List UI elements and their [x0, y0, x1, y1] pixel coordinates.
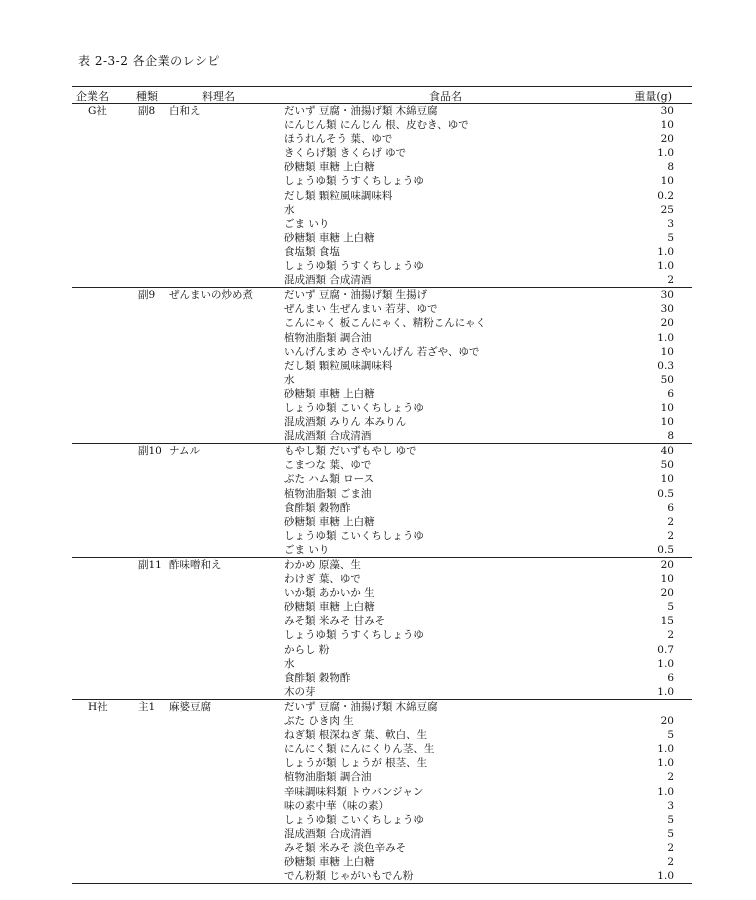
food-weight: 20: [660, 715, 674, 728]
food-weight: 1.0: [657, 757, 674, 770]
food-name: しょうゆ類 こいくちしょうゆ: [284, 813, 424, 826]
food-name: 水: [284, 657, 295, 670]
food-name: みそ類 米みそ 淡色辛みそ: [284, 841, 407, 854]
table-row: [72, 614, 692, 628]
food-weight: 2: [667, 855, 674, 868]
table-row: [72, 458, 692, 472]
table-row: [72, 785, 692, 799]
food-name: 混成酒類 みりん 本みりん: [284, 416, 407, 429]
food-weight: 1.0: [657, 331, 674, 344]
food-name: 植物油脂類 調合油: [284, 331, 372, 344]
food-name: しょうゆ類 うすくちしょうゆ: [284, 175, 424, 188]
food-name: ねぎ類 根深ねぎ 葉、軟白、生: [284, 729, 428, 742]
food-name: わかめ 原藻、生: [284, 559, 361, 571]
table-row: [72, 259, 692, 273]
table-row: [72, 387, 692, 401]
dish-kind: 主1: [138, 700, 156, 713]
food-weight: 8: [667, 161, 674, 174]
food-weight: 0.7: [657, 643, 674, 656]
header-dish: 料理名: [202, 90, 235, 103]
food-name: 食酢類 穀物酢: [284, 671, 351, 684]
food-weight: 30: [660, 289, 674, 302]
table-row: [72, 273, 692, 287]
table-row: [72, 742, 692, 756]
food-weight: 6: [667, 671, 674, 684]
food-weight: 20: [660, 587, 674, 600]
table-row: [72, 501, 692, 515]
food-name: 砂糖類 車糖 上白糖: [284, 387, 375, 400]
food-weight: 3: [667, 217, 674, 230]
food-weight: 30: [660, 303, 674, 316]
food-name: ほうれんそう 葉、ゆで: [284, 133, 393, 146]
table-row: [72, 813, 692, 827]
food-name: だいず 豆腐・油揚げ類 木綿豆腐: [284, 700, 438, 713]
dish-kind: 副9: [138, 289, 156, 302]
table-row: [72, 217, 692, 231]
food-name: しょうゆ類 こいくちしょうゆ: [284, 401, 424, 414]
food-weight: 6: [667, 387, 674, 400]
recipe-group: [72, 699, 692, 883]
header-company: 企業名: [76, 90, 109, 103]
food-name: だいず 豆腐・油揚げ類 木綿豆腐: [284, 105, 438, 117]
table-row: [72, 799, 692, 813]
food-name: 砂糖類 車糖 上白糖: [284, 231, 375, 244]
dish-name: ぜんまいの炒め煮: [169, 289, 253, 302]
food-weight: 1.0: [657, 245, 674, 258]
table-row: [72, 558, 692, 572]
table-row: [72, 628, 692, 642]
food-weight: 50: [660, 373, 674, 386]
food-weight: 8: [667, 430, 674, 443]
food-name: こまつな 葉、ゆで: [284, 459, 372, 472]
table-row: [72, 203, 692, 217]
food-weight: 1.0: [657, 260, 674, 273]
food-name: からし 粉: [284, 643, 330, 656]
food-weight: 40: [660, 445, 674, 458]
table-row: [72, 118, 692, 132]
table-row: [72, 359, 692, 373]
food-name: きくらげ類 きくらげ ゆで: [284, 147, 407, 160]
table-row: [72, 245, 692, 259]
food-weight: 5: [667, 231, 674, 244]
food-name: ごま いり: [284, 217, 330, 230]
table-row: [72, 529, 692, 543]
table-row: [72, 345, 692, 359]
table-row: [72, 132, 692, 146]
food-name: 植物油脂類 調合油: [284, 771, 372, 784]
dish-kind: 副11: [138, 559, 162, 571]
table-row: [72, 288, 692, 302]
header-kind: 種類: [136, 90, 158, 103]
food-weight: 10: [660, 119, 674, 132]
recipe-group: [72, 443, 692, 557]
food-weight: 1.0: [657, 743, 674, 756]
dish-kind: 副10: [138, 445, 162, 458]
food-weight: 10: [660, 573, 674, 586]
table-row: [72, 770, 692, 784]
food-weight: 5: [667, 827, 674, 840]
table-row: [72, 714, 692, 728]
food-weight: 2: [667, 515, 674, 528]
table-row: [72, 160, 692, 174]
food-weight: 20: [660, 133, 674, 146]
table-row: [72, 685, 692, 699]
table-header: [72, 87, 692, 104]
food-weight: 10: [660, 416, 674, 429]
food-weight: 25: [660, 203, 674, 216]
food-name: ぶた ハム類 ロース: [284, 473, 375, 486]
food-name: 木の芽: [284, 685, 316, 698]
food-weight: 10: [660, 345, 674, 358]
recipe-groups: [72, 104, 692, 883]
table-row: [72, 487, 692, 501]
food-weight: 1.0: [657, 685, 674, 698]
food-name: しょうゆ類 うすくちしょうゆ: [284, 260, 424, 273]
header-weight: 重量(g): [634, 90, 672, 103]
food-name: 辛味調味料類 トウバンジャン: [284, 785, 424, 798]
table-row: [72, 728, 692, 742]
dish-name: 酢味噌和え: [169, 559, 222, 571]
food-name: 混成酒類 合成清酒: [284, 827, 372, 840]
table-row: [72, 586, 692, 600]
table-row: [72, 444, 692, 458]
recipe-table: [72, 86, 692, 884]
table-row: [72, 572, 692, 586]
recipe-group: [72, 557, 692, 699]
table-row: [72, 671, 692, 685]
food-weight: 0.2: [657, 189, 674, 202]
food-name: わけぎ 葉、ゆで: [284, 573, 361, 586]
dish-name: 白和え: [169, 105, 201, 117]
food-weight: 2: [667, 629, 674, 642]
food-weight: 2: [667, 771, 674, 784]
food-name: だいず 豆腐・油揚げ類 生揚げ: [284, 289, 428, 302]
table-row: [72, 657, 692, 671]
table-row: [72, 600, 692, 614]
food-weight: 1.0: [657, 870, 674, 883]
table-row: [72, 643, 692, 657]
food-weight: 5: [667, 813, 674, 826]
food-weight: 0.5: [657, 487, 674, 500]
food-name: みそ類 米みそ 甘みそ: [284, 615, 386, 628]
food-weight: 2: [667, 274, 674, 287]
table-row: [72, 231, 692, 245]
food-name: だし類 顆粒風味調味料: [284, 359, 393, 372]
table-caption: 表 2-3-2 各企業のレシピ: [78, 54, 220, 68]
table-row: [72, 146, 692, 160]
food-name: 食酢類 穀物酢: [284, 501, 351, 514]
food-weight: 50: [660, 459, 674, 472]
company-name: H社: [88, 700, 108, 713]
food-weight: 1.0: [657, 657, 674, 670]
table-row: [72, 104, 692, 118]
header-food: 食品名: [429, 90, 462, 103]
table-row: [72, 401, 692, 415]
table-row: [72, 841, 692, 855]
table-row: [72, 174, 692, 188]
food-weight: 5: [667, 601, 674, 614]
food-name: 砂糖類 車糖 上白糖: [284, 601, 375, 614]
food-weight: 2: [667, 529, 674, 542]
table-row: [72, 855, 692, 869]
table-row: [72, 869, 692, 883]
food-name: しょうゆ類 こいくちしょうゆ: [284, 529, 424, 542]
food-name: 混成酒類 合成清酒: [284, 274, 372, 287]
food-weight: 1.0: [657, 147, 674, 160]
food-name: もやし類 だいずもやし ゆで: [284, 445, 417, 458]
company-name: G社: [88, 105, 107, 117]
food-weight: 0.5: [657, 543, 674, 556]
food-name: にんにく類 にんにくりん茎、生: [284, 743, 435, 756]
food-name: 水: [284, 203, 295, 216]
food-weight: 30: [660, 105, 674, 117]
food-weight: 10: [660, 473, 674, 486]
dish-kind: 副8: [138, 105, 156, 117]
food-name: にんじん類 にんじん 根、皮むき、ゆで: [284, 119, 469, 132]
table-row: [72, 827, 692, 841]
dish-name: ナムル: [169, 445, 200, 458]
food-weight: 20: [660, 317, 674, 330]
food-name: しょうゆ類 うすくちしょうゆ: [284, 629, 424, 642]
recipe-group: [72, 104, 692, 287]
table-row: [72, 302, 692, 316]
food-weight: 10: [660, 401, 674, 414]
food-weight: 6: [667, 501, 674, 514]
food-name: こんにゃく 板こんにゃく、精粉こんにゃく: [284, 317, 486, 330]
food-name: 食塩類 食塩: [284, 245, 340, 258]
food-weight: 2: [667, 841, 674, 854]
food-weight: 5: [667, 729, 674, 742]
table-row: [72, 700, 692, 714]
food-name: いんげんまめ さやいんげん 若ざや、ゆで: [284, 345, 480, 358]
table-row: [72, 373, 692, 387]
food-name: ぜんまい 生ぜんまい 若芽、ゆで: [284, 303, 438, 316]
food-name: 砂糖類 車糖 上白糖: [284, 515, 375, 528]
table-row: [72, 331, 692, 345]
food-weight: 10: [660, 175, 674, 188]
dish-name: 麻婆豆腐: [169, 700, 211, 713]
food-name: ぶた ひき肉 生: [284, 715, 354, 728]
food-weight: 15: [660, 615, 674, 628]
food-weight: 20: [660, 559, 674, 571]
food-name: 味の素中華（味の素）: [284, 799, 389, 812]
food-name: 植物油脂類 ごま油: [284, 487, 372, 500]
food-name: ごま いり: [284, 543, 330, 556]
recipe-group: [72, 287, 692, 443]
food-weight: 3: [667, 799, 674, 812]
table-row: [72, 756, 692, 770]
food-name: 砂糖類 車糖 上白糖: [284, 161, 375, 174]
food-name: いか類 あかいか 生: [284, 587, 375, 600]
food-name: 混成酒類 合成清酒: [284, 430, 372, 443]
food-name: 砂糖類 車糖 上白糖: [284, 855, 375, 868]
table-row: [72, 472, 692, 486]
food-name: だし類 顆粒風味調味料: [284, 189, 393, 202]
food-name: でん粉類 じゃがいもでん粉: [284, 870, 414, 883]
table-row: [72, 515, 692, 529]
table-row: [72, 543, 692, 557]
table-row: [72, 189, 692, 203]
food-name: 水: [284, 373, 295, 386]
table-row: [72, 415, 692, 429]
food-weight: 1.0: [657, 785, 674, 798]
food-weight: 0.3: [657, 359, 674, 372]
food-name: しょうが類 しょうが 根茎、生: [284, 757, 428, 770]
table-row: [72, 429, 692, 443]
table-row: [72, 316, 692, 330]
